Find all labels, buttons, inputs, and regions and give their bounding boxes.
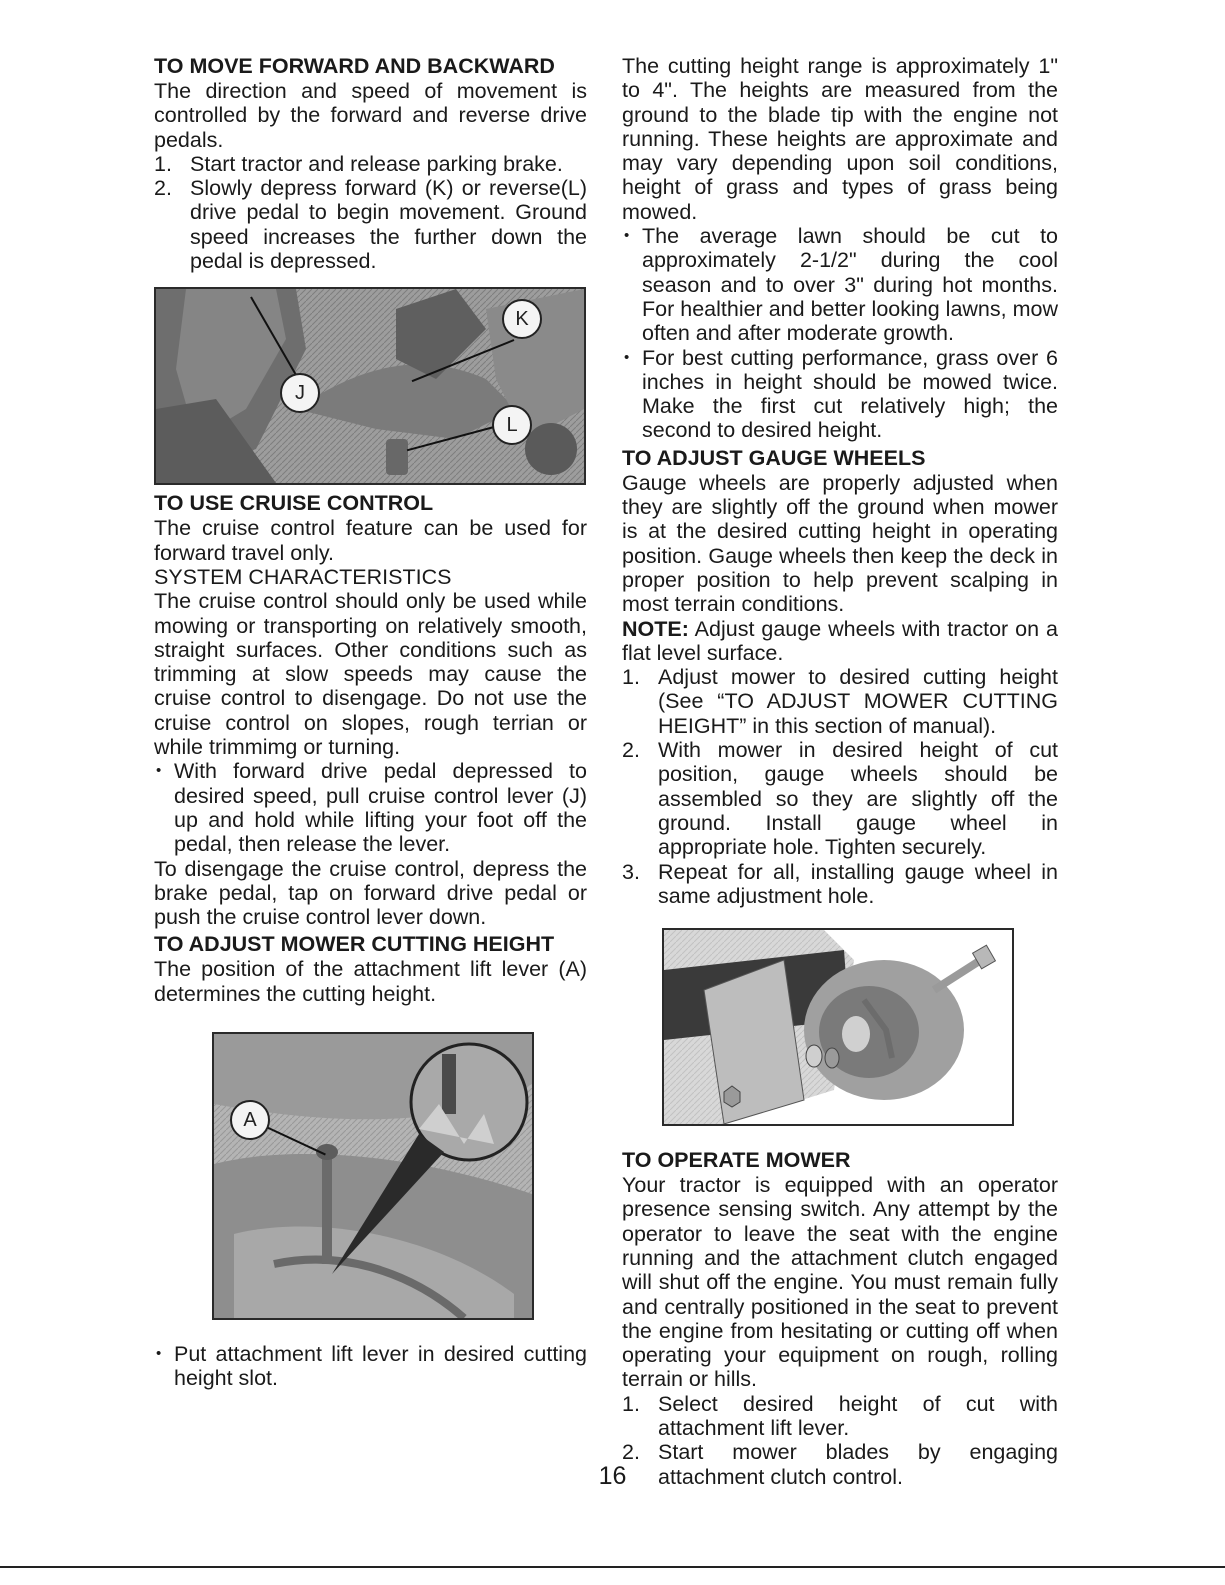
right-column <box>622 54 1058 1489</box>
step-number: 3. <box>622 859 640 884</box>
step-number: 2. <box>622 1440 640 1465</box>
cruise-heading: TO USE CRUISE CONTROL <box>154 491 434 516</box>
step-text: Select desired height of cut with attachment lift lever. <box>658 1391 1058 1441</box>
step-text: Repeat for all, installing gauge wheel in same adjustment hole. <box>658 859 1058 908</box>
range-bullet: • For best cutting performance, grass over 6 inches in height should be mowed twice. Make the first cut relatively high; the second to desired height. <box>622 346 1058 443</box>
gauge-heading: TO ADJUST GAUGE WHEELS <box>622 445 926 470</box>
cruise-bullet: • With forward drive pedal depressed to desired speed, pull cruise control lever (J) up and hold while lifting your foot off the pedal, then release the lever. <box>154 759 587 856</box>
step-text: Start tractor and release parking brake. <box>190 151 563 176</box>
move-step <box>154 152 587 176</box>
callout-l: L <box>492 405 532 445</box>
page-number: 16 <box>598 1462 627 1490</box>
callout-j: J <box>280 373 320 413</box>
step-text: With mower in desired height of cut position, gauge wheels should be assembled so they are slightly off the ground. Install gauge wheel in appropriate hole. Tighten securely. <box>658 738 1058 860</box>
operate-step <box>622 1392 1058 1441</box>
cruise-disengage: To disengage the cruise control, depress the brake pedal, tap on forward drive pedal or push the cruise control lever down. <box>154 856 587 930</box>
step-text: Adjust mower to desired cutting height (See “TO ADJUST MOWER CUTTING HEIGHT” in this section of manual). <box>658 665 1058 738</box>
lift-lever-illustration <box>214 1034 532 1318</box>
lift-lever-figure <box>212 1032 534 1320</box>
operate-heading: TO OPERATE MOWER <box>622 1148 851 1173</box>
step-number: 1. <box>622 665 640 690</box>
callout-a: A <box>230 1100 270 1140</box>
step-number: 1. <box>622 1391 640 1416</box>
note-text: Adjust gauge wheels with tractor on a flat level surface. <box>622 616 1058 665</box>
gauge-step <box>622 665 1058 738</box>
cruise-body: The cruise control should only be used while mowing or transporting on relatively smooth, straight surfaces. Other conditions such as trimming at slow speeds may cause the cruise control to disengage. Do not use the cruise control on slopes, rough terrian or while trimmimg or turning. <box>154 589 587 760</box>
range-bullet: • The average lawn should be cut to approximately 2-1/2" during the cool season and to over 3" during hot months. For healthier and better looking lawns, mow often and after moderate growth. <box>622 224 1058 345</box>
operate-body: Your tractor is equipped with an operator presence sensing switch. Any attempt by the operator to leave the seat with the engine running and the attachment clutch engaged will shut off the engine. You must remain fully and centrally positioned in the seat to prevent the engine from hesitating or cutting off when operating your equipment on rough, rolling terrain or hills. <box>622 1173 1058 1392</box>
height-intro: The position of the attachment lift lever (A) determines the cutting height. <box>154 957 587 1006</box>
gauge-step <box>622 738 1058 859</box>
move-intro: The direction and speed of movement is controlled by the forward and reverse drive pedals. <box>154 79 587 152</box>
height-heading: TO ADJUST MOWER CUTTING HEIGHT <box>154 932 555 957</box>
height-bullets <box>154 1342 587 1391</box>
gauge-steps <box>622 665 1058 908</box>
gauge-wheel-illustration <box>664 930 1012 1124</box>
step-number: 2. <box>154 176 172 201</box>
move-heading: TO MOVE FORWARD AND BACKWARD <box>154 54 555 78</box>
callout-k: K <box>502 299 542 339</box>
bottom-rule <box>0 1566 1225 1568</box>
left-column <box>154 54 587 1391</box>
gauge-wheel-figure <box>662 928 1014 1126</box>
range-bullets <box>622 224 1058 443</box>
gauge-note <box>622 617 1058 666</box>
gauge-step <box>622 860 1058 909</box>
move-step <box>154 176 587 273</box>
drive-pedals-figure <box>154 287 586 485</box>
step-number: 1. <box>154 151 172 176</box>
move-steps <box>154 152 587 273</box>
note-label: NOTE: <box>622 616 689 641</box>
cruise-bullets <box>154 759 587 856</box>
cruise-intro: The cruise control feature can be used for forward travel only. <box>154 516 587 565</box>
step-number: 2. <box>622 738 640 763</box>
step-text: Slowly depress forward (K) or reverse(L) drive pedal to begin movement. Ground speed increases the further down the pedal is depressed. <box>190 176 587 274</box>
range-text: The cutting height range is approximately 1" to 4". The heights are measured from the ground to the blade tip with the engine not running. These heights are approximate and may vary depending upon soil conditions, height of grass and types of grass being mowed. <box>622 54 1058 224</box>
height-bullet: • Put attachment lift lever in desired cutting height slot. <box>154 1342 587 1391</box>
system-characteristics-label: SYSTEM CHARACTERISTICS <box>154 564 452 589</box>
step-text: Start mower blades by engaging attachment clutch control. <box>658 1440 1058 1489</box>
gauge-intro: Gauge wheels are properly adjusted when they are slightly off the ground when mower is at the desired cutting height in operating position. Gauge wheels then keep the deck in proper position to help prevent scalping in most terrain conditions. <box>622 470 1058 617</box>
